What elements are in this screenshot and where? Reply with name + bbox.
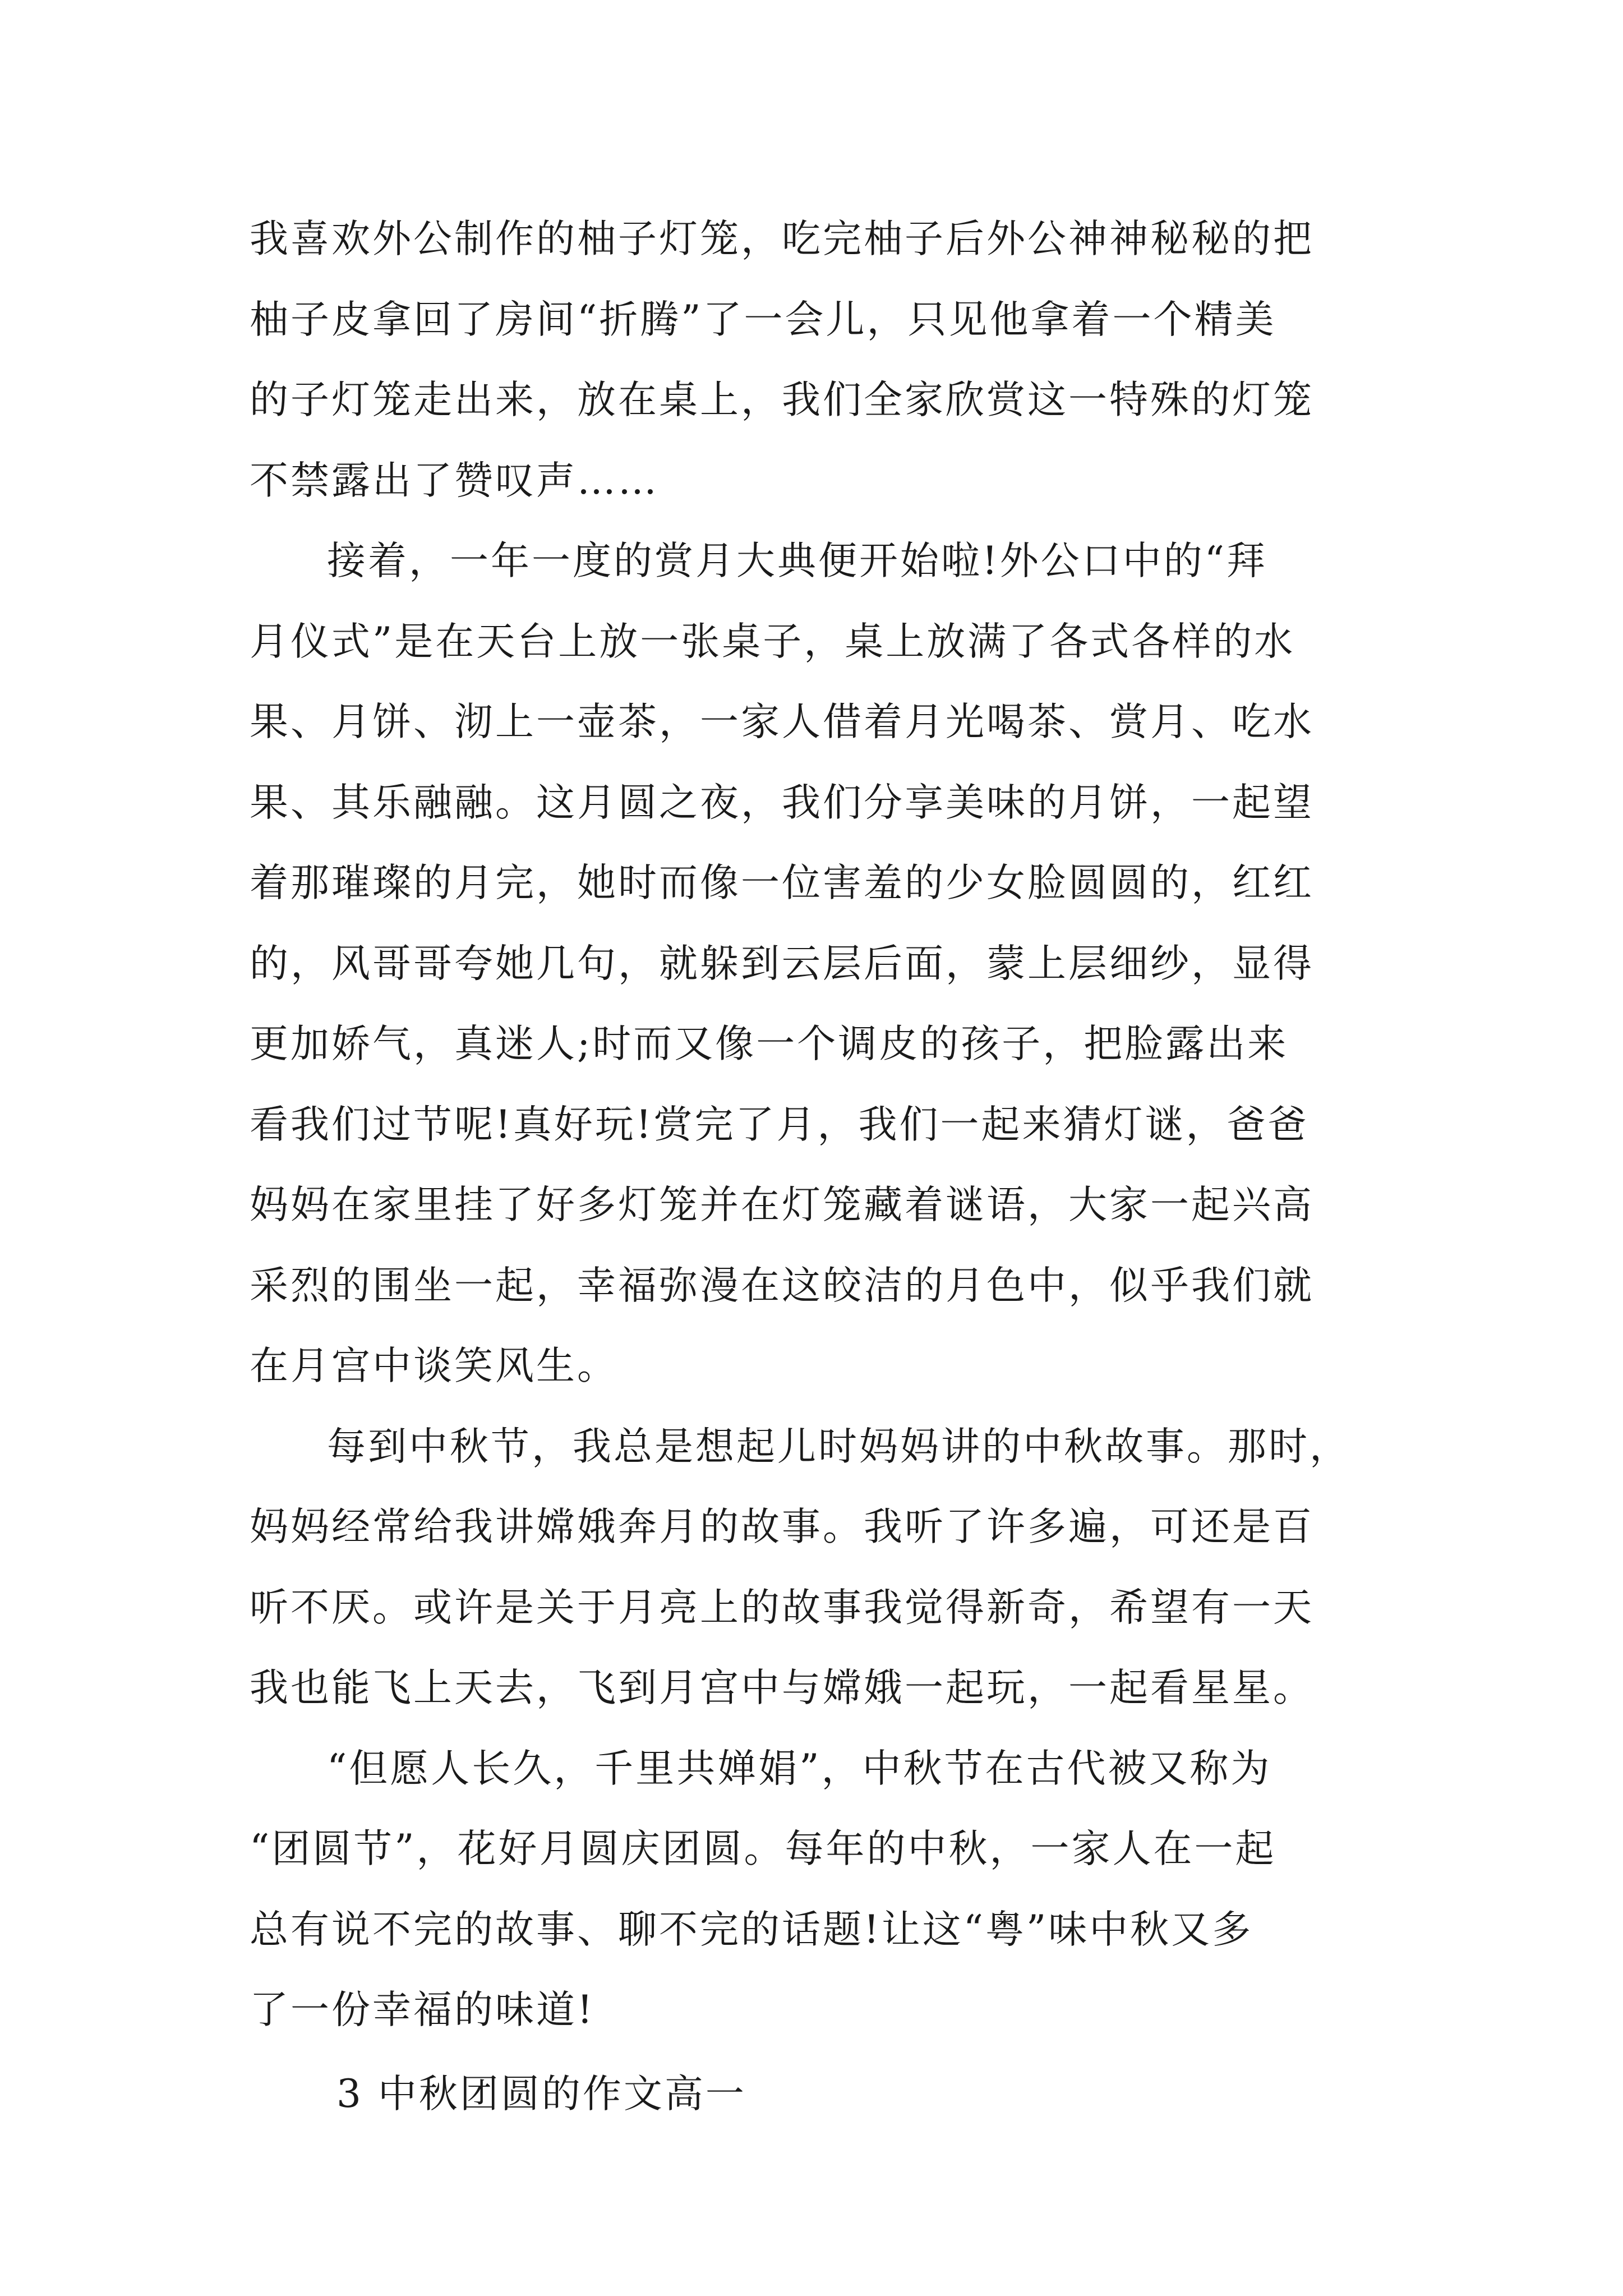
paragraph-line: 采烈的围坐一起，幸福弥漫在这皎洁的月色中，似乎我们就 bbox=[250, 1263, 1314, 1308]
paragraph-line: “但愿人长久，千里共婵娟”，中秋节在古代被又称为 bbox=[327, 1746, 1272, 1791]
section-heading: 3 中秋团圆的作文高一 bbox=[336, 2071, 746, 2116]
paragraph-line: 更加娇气，真迷人;时而又像一个调皮的孩子，把脸露出来 bbox=[250, 1022, 1289, 1066]
paragraph-line: 看我们过节呢!真好玩!赏完了月，我们一起来猜灯谜，爸爸 bbox=[250, 1102, 1309, 1147]
paragraph-3 bbox=[250, 1407, 1388, 1729]
paragraph-line: 柚子皮拿回了房间“折腾”了一会儿，只见他拿着一个精美 bbox=[250, 297, 1276, 342]
paragraph-line: 不禁露出了赞叹声…… bbox=[250, 458, 659, 503]
paragraph-line: 接着，一年一度的赏月大典便开始啦!外公口中的“拜 bbox=[327, 539, 1268, 583]
paragraph-line: 果、其乐融融。这月圆之夜，我们分享美味的月饼，一起望 bbox=[250, 780, 1314, 825]
paragraph-line: 了一份幸福的味道! bbox=[250, 1987, 595, 2032]
paragraph-line: 果、月饼、沏上一壶茶，一家人借着月光喝茶、赏月、吃水 bbox=[250, 700, 1314, 744]
document-body bbox=[250, 199, 1388, 2134]
paragraph-1 bbox=[250, 199, 1388, 521]
paragraph-line: 月仪式”是在天台上放一张桌子，桌上放满了各式各样的水 bbox=[250, 619, 1295, 664]
paragraph-line: 听不厌。或许是关于月亮上的故事我觉得新奇，希望有一天 bbox=[250, 1585, 1314, 1630]
paragraph-line: 我也能飞上天去，飞到月宫中与嫦娥一起玩，一起看星星。 bbox=[250, 1665, 1314, 1710]
paragraph-line: 总有说不完的故事、聊不完的话题!让这“粤”味中秋又多 bbox=[250, 1907, 1253, 1952]
paragraph-line: 的，风哥哥夸她几句，就躲到云层后面，蒙上层细纱，显得 bbox=[250, 941, 1314, 986]
paragraph-line: 的子灯笼走出来，放在桌上，我们全家欣赏这一特殊的灯笼 bbox=[250, 378, 1314, 422]
paragraph-line: 妈妈在家里挂了好多灯笼并在灯笼藏着谜语，大家一起兴高 bbox=[250, 1182, 1314, 1227]
paragraph-line: 我喜欢外公制作的柚子灯笼，吃完柚子后外公神神秘秘的把 bbox=[250, 217, 1314, 261]
paragraph-line: 每到中秋节，我总是想起儿时妈妈讲的中秋故事。那时， bbox=[327, 1424, 1350, 1469]
paragraph-line: “团圆节”，花好月圆庆团圆。每年的中秋，一家人在一起 bbox=[250, 1826, 1276, 1871]
paragraph-line: 妈妈经常给我讲嫦娥奔月的故事。我听了许多遍，可还是百 bbox=[250, 1504, 1314, 1549]
paragraph-2 bbox=[250, 521, 1388, 1407]
paragraph-4 bbox=[250, 1729, 1388, 2051]
paragraph-line: 着那璀璨的月完，她时而像一位害羞的少女脸圆圆的，红红 bbox=[250, 861, 1314, 905]
paragraph-line: 在月宫中谈笑风生。 bbox=[250, 1343, 618, 1388]
